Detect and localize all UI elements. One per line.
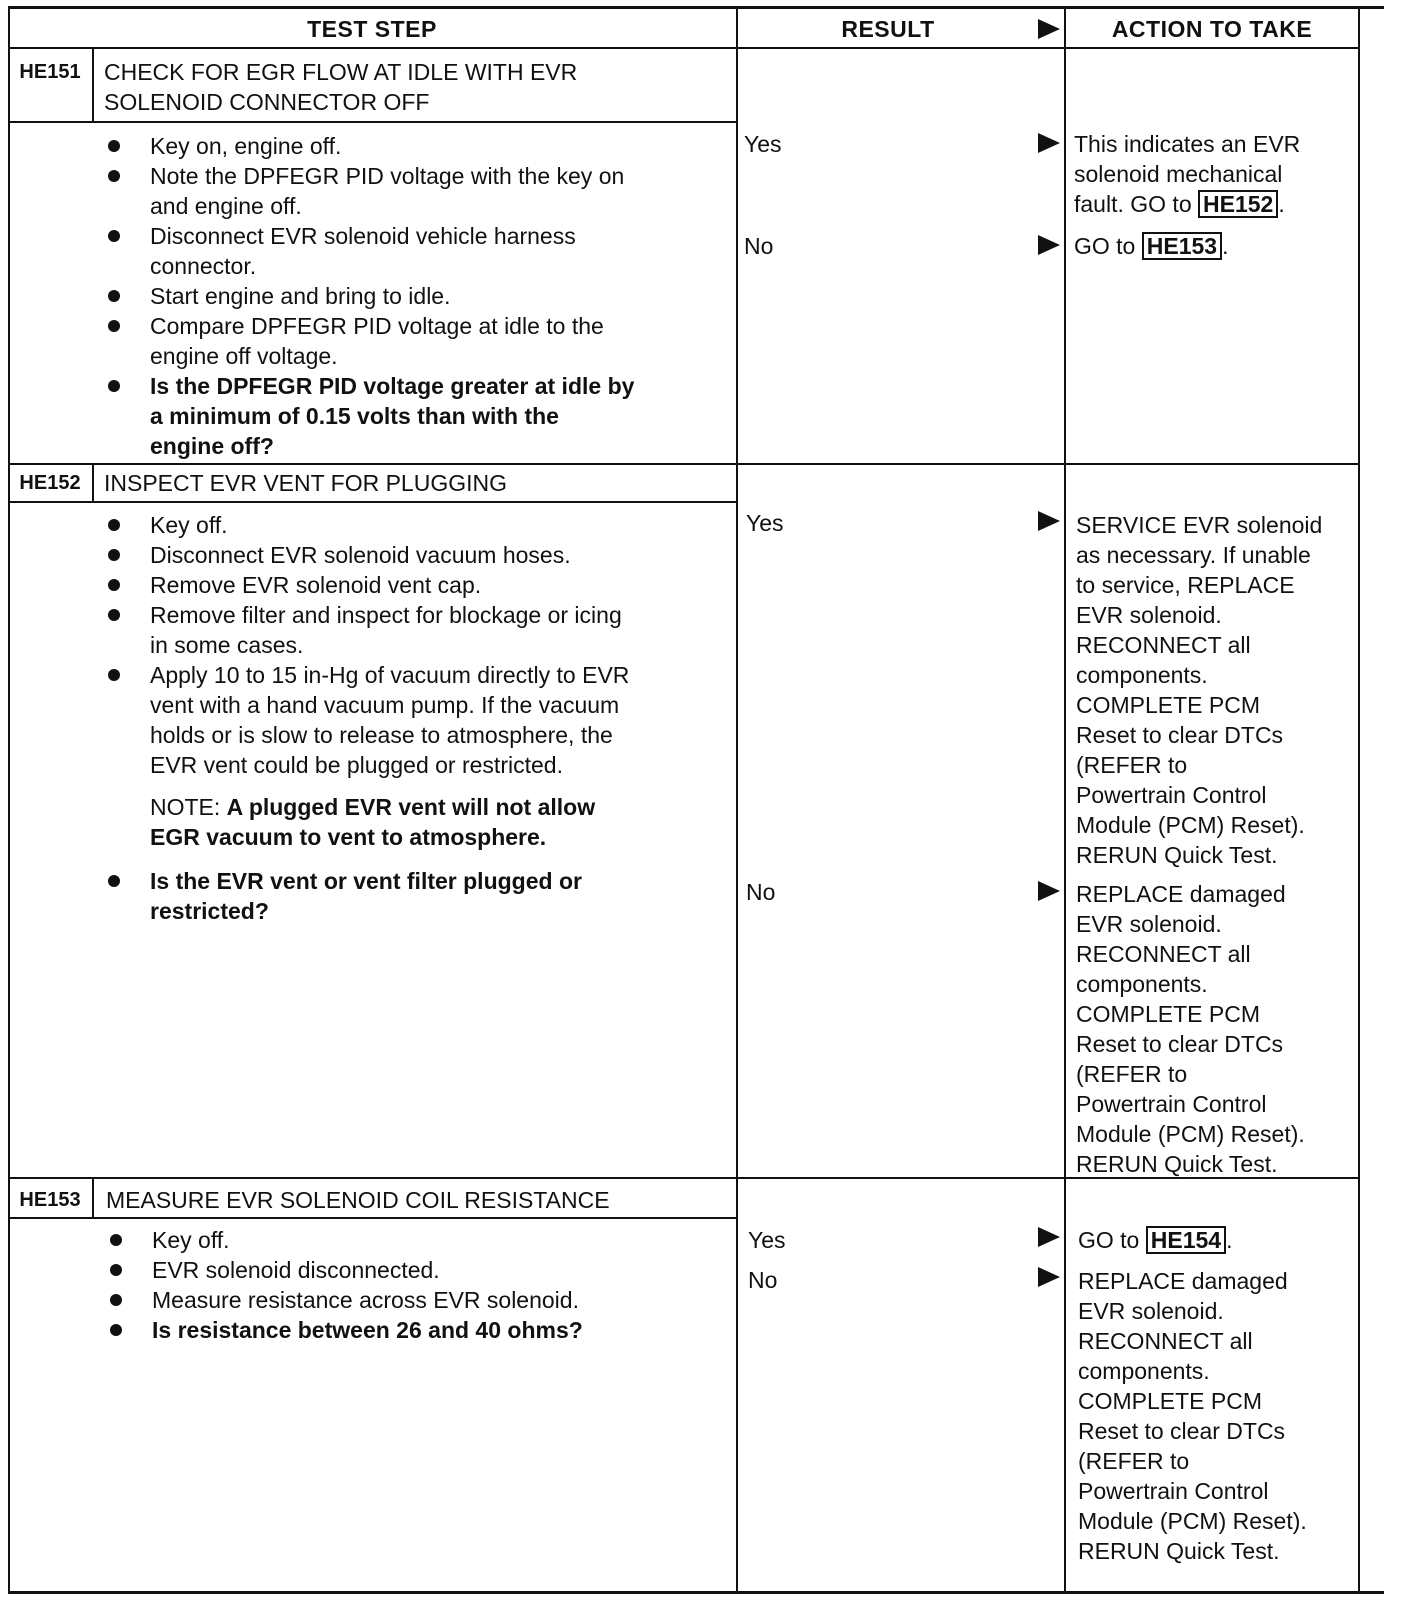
step-reference-link[interactable]: HE154	[1146, 1226, 1226, 1254]
instruction-item: Remove filter and inspect for blockage or icing in some cases.	[108, 600, 728, 660]
result-yes: Yes	[748, 1227, 786, 1253]
step-id-divider	[92, 49, 94, 121]
action-text: REPLACE damaged EVR solenoid. RECONNECT all components. COMPLETE PCM Reset to clear DTCs (REFER to Powertrain Control Module (PCM) Reset). RERUN Quick Test.	[1078, 1268, 1307, 1564]
instruction-item: Disconnect EVR solenoid vehicle harness connector.	[108, 221, 728, 281]
result-arrow-icon	[1038, 881, 1060, 901]
action-text: This indicates an EVR solenoid mechanical fault. GO to HE152 .	[1074, 131, 1301, 217]
instruction-question: Is the DPFEGR PID voltage greater at idle by a minimum of 0.15 volts than with the engine off?	[108, 371, 728, 461]
result-arrow-icon	[1038, 511, 1060, 531]
instruction-item: Compare DPFEGR PID voltage at idle to the engine off voltage.	[108, 311, 728, 371]
instruction-item: Start engine and bring to idle.	[108, 281, 728, 311]
instruction-question: Is resistance between 26 and 40 ohms?	[110, 1315, 730, 1345]
result-arrow-icon	[1038, 1267, 1060, 1287]
step-reference-link[interactable]: HE153	[1142, 232, 1222, 260]
result-arrow-icon	[1038, 235, 1060, 255]
bullet-icon	[108, 320, 120, 332]
bullet-icon	[110, 1264, 122, 1276]
note-text: NOTE: A plugged EVR vent will not allow EGR vacuum to vent to atmosphere.	[150, 794, 596, 850]
result-yes: Yes	[746, 510, 784, 536]
bullet-icon	[108, 875, 120, 887]
step-title-divider	[8, 121, 736, 123]
header-result: RESULT	[841, 15, 935, 42]
step-id-divider	[92, 1179, 94, 1219]
instruction-item: Key off.	[108, 510, 728, 540]
column-divider-action	[1064, 9, 1066, 1591]
bullet-icon	[108, 669, 120, 681]
result-arrow-icon	[1038, 133, 1060, 153]
step-instructions	[110, 1225, 730, 1345]
step-id: HE151	[19, 60, 81, 83]
header-arrow-icon	[1038, 19, 1060, 39]
action-text: REPLACE damaged EVR solenoid. RECONNECT all components. COMPLETE PCM Reset to clear DTCs (REFER to Powertrain Control Module (PCM) Reset). RERUN Quick Test.	[1076, 881, 1305, 1177]
step-id: HE152	[19, 471, 81, 494]
step-divider	[8, 463, 1360, 465]
table-left-border	[8, 9, 10, 1591]
instruction-item: Remove EVR solenoid vent cap.	[108, 570, 728, 600]
step-instructions	[108, 131, 728, 461]
action-text: GO to HE154 .	[1078, 1227, 1233, 1253]
header-divider	[8, 47, 1360, 49]
instruction-item: Note the DPFEGR PID voltage with the key on and engine off.	[108, 161, 728, 221]
step-reference-link[interactable]: HE152	[1198, 190, 1278, 218]
step-title: MEASURE EVR SOLENOID COIL RESISTANCE	[106, 1187, 610, 1213]
bullet-icon	[108, 549, 120, 561]
bullet-icon	[108, 230, 120, 242]
instruction-item: Key on, engine off.	[108, 131, 728, 161]
step-id-divider	[92, 465, 94, 503]
header-action-to-take: ACTION TO TAKE	[1111, 15, 1313, 42]
result-no: No	[744, 233, 774, 259]
instruction-item: Key off.	[110, 1225, 730, 1255]
result-no: No	[748, 1267, 778, 1293]
bullet-icon	[108, 380, 120, 392]
instruction-question: Is the EVR vent or vent filter plugged or restricted?	[108, 866, 728, 926]
bullet-icon	[108, 140, 120, 152]
bullet-icon	[108, 579, 120, 591]
column-divider-result	[736, 9, 738, 1591]
step-id: HE153	[19, 1188, 81, 1211]
step-title: CHECK FOR EGR FLOW AT IDLE WITH EVR SOLENOID CONNECTOR OFF	[104, 59, 578, 115]
step-divider	[8, 1177, 1360, 1179]
instruction-item: EVR solenoid disconnected.	[110, 1255, 730, 1285]
bullet-icon	[108, 609, 120, 621]
instruction-item: Apply 10 to 15 in-Hg of vacuum directly to EVR vent with a hand vacuum pump. If the vacuum holds or is slow to release to atmosphere, the EVR vent could be plugged or restricted.	[108, 660, 728, 780]
table-right-border	[1358, 9, 1360, 1591]
bullet-icon	[108, 519, 120, 531]
result-arrow-icon	[1038, 1227, 1060, 1247]
instruction-item: Disconnect EVR solenoid vacuum hoses.	[108, 540, 728, 570]
bullet-icon	[108, 170, 120, 182]
result-yes: Yes	[744, 131, 782, 157]
result-no: No	[746, 879, 776, 905]
step-instructions	[108, 510, 728, 926]
bullet-icon	[110, 1324, 122, 1336]
bullet-icon	[110, 1294, 122, 1306]
step-title-divider	[8, 501, 736, 503]
action-text: GO to HE153 .	[1074, 233, 1229, 259]
diagnostic-table	[8, 6, 1384, 1594]
step-title-divider	[8, 1217, 736, 1219]
bullet-icon	[108, 290, 120, 302]
step-title: INSPECT EVR VENT FOR PLUGGING	[104, 470, 508, 496]
instruction-item: Measure resistance across EVR solenoid.	[110, 1285, 730, 1315]
bullet-icon	[110, 1234, 122, 1246]
header-test-step: TEST STEP	[307, 15, 437, 42]
action-text: SERVICE EVR solenoid as necessary. If unable to service, REPLACE EVR solenoid. RECONNECT all components. COMPLETE PCM Reset to clear DTCs (REFER to Powertrain Control Module (PCM) Reset). RERUN Quick Test.	[1076, 512, 1323, 868]
